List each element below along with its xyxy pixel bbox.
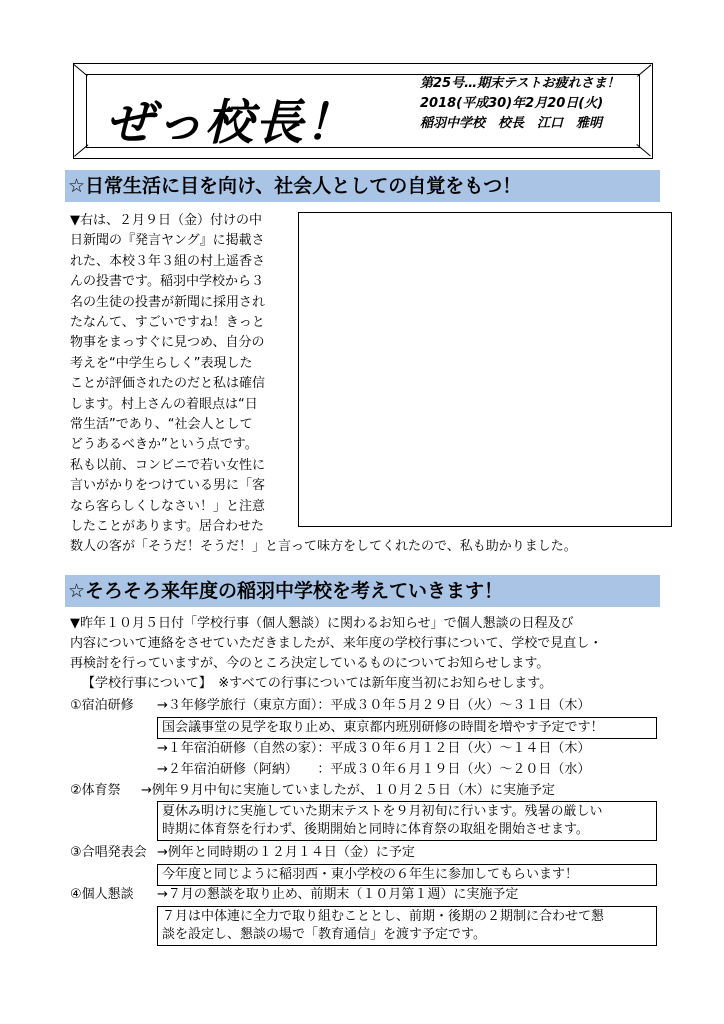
box-line: 夏休み明けに実施していた期末テストを９月初旬に行います。残暑の厳しい	[162, 804, 603, 819]
body-line: 私も以前、コンビニで若い女性に	[70, 457, 266, 473]
section2-intro	[70, 614, 602, 694]
item-label: ①宿泊研修	[70, 698, 134, 713]
item-line: →２年宿泊研修（阿納） ：平成３０年６月１９日（火）～２０日（水）	[157, 762, 591, 777]
box-line: 談を設定し、懇談の場で「教育通信」を渡す予定です。	[162, 927, 486, 942]
body-line: 常生活”であり、“社会人として	[70, 417, 253, 433]
events-note: 【学校行事について】 ※すべての行事については新年度当初にお知らせします。	[82, 676, 553, 691]
item-label: ③合唱発表会	[70, 845, 147, 860]
body-line: します。村上さんの着眼点は“日	[70, 396, 258, 412]
item-line: →例年と同時期の１２月１４日（金）に予定	[157, 845, 415, 860]
item-line: →３年修学旅行（東京方面）：平成３０年５月２９日（火）～３１日（木）	[157, 698, 591, 713]
body-line: したことがあります。居合わせた	[70, 519, 264, 535]
item-note-box: 今年度と同じように稲羽西・東小学校の６年生に参加してもらいます！	[157, 864, 657, 886]
item-label: ④個人懇談	[70, 887, 134, 902]
item-note-box: 国会議事堂の見学を取り止め、東京都内班別研修の時間を増やす予定です！	[157, 717, 657, 739]
item-label: ②体育祭	[70, 783, 121, 798]
item-line: →例年９月中旬に実施していましたが、１０月２５日（木）に実施予定	[141, 783, 555, 798]
newsletter-title: ぜっ校長！	[106, 95, 356, 151]
body-line: たなんて、すごいですね！きっと	[70, 315, 265, 331]
issue-line: 第25号…期末テストお疲れさま！	[420, 76, 620, 91]
body-line: ことが評価されたのだと私は確信	[70, 376, 266, 392]
body-line: 再検討を行っていますが、今のところ決定しているものについてお知らせします。	[70, 656, 550, 671]
body-line: 数人の客が「そうだ！そうだ！」と言って味方をしてくれたので、私も助かりました。	[70, 539, 577, 554]
body-line: 言いがかりをつけている男に「客	[70, 478, 266, 494]
body-line: 内容について連絡をさせていただきましたが、来年度の学校行事について、学校で見直し・	[70, 636, 603, 651]
body-line: 物事をまっすぐに見つめ、自分の	[70, 335, 265, 351]
header-info	[420, 74, 620, 134]
item-note-box	[157, 906, 657, 946]
box-line: ７月は中体連に全力で取り組むこととし、前期・後期の２期制に合わせて懇	[162, 909, 605, 924]
item-line: →１年宿泊研修（自然の家）：平成３０年６月１２日（火）～１４日（木）	[157, 741, 591, 756]
section1-body	[70, 211, 265, 538]
body-line: どうあるべきか”という点です。	[70, 437, 258, 453]
date-line: 2018(平成30)年2月20日(火)	[420, 96, 604, 111]
body-line: なら客らしくしなさい！」と注意	[70, 498, 266, 514]
body-line: 日新聞の『発言ヤング』に掲載さ	[70, 233, 265, 249]
box-line: 時期に体育祭を行わず、後期開始と同時に体育祭の取組を開始させます。	[162, 822, 589, 837]
section-heading: ☆そろそろ来年度の稲羽中学校を考えていきます！	[65, 575, 660, 607]
body-line: れた、本校３年３組の村上遥香さ	[70, 253, 266, 269]
body-line: 考えを“中学生らしく”表現した	[70, 355, 253, 371]
item-note-box	[157, 801, 657, 841]
author-line: 稲羽中学校 校長 江口 雅明	[420, 116, 603, 131]
section-heading: ☆日常生活に目を向け、社会人としての自覚をもつ！	[65, 170, 660, 202]
body-line: んの投書です。稲羽中学校から３	[70, 274, 264, 290]
newspaper-clipping-placeholder	[298, 212, 672, 527]
body-line: ▼右は、２月９日（金）付けの中	[70, 213, 262, 228]
body-line: 名の生徒の投書が新聞に採用され	[70, 294, 266, 310]
item-line: →７月の懇談を取り止め、前期末（１０月第１週）に実施予定	[157, 887, 519, 902]
body-line: ▼昨年１０月５日付「学校行事（個人懇談）に関わるお知らせ」で個人懇談の日程及び	[70, 616, 574, 631]
